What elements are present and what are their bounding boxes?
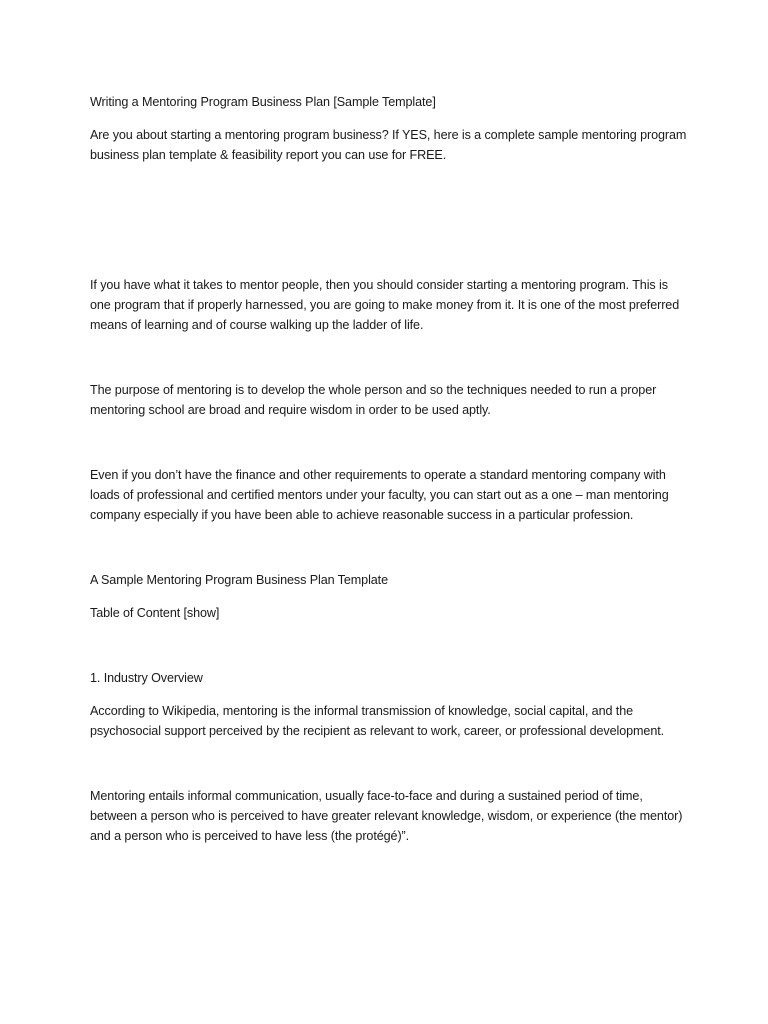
table-of-content-link[interactable]: Table of Content [show] — [90, 606, 220, 620]
section-heading-industry-overview: 1. Industry Overview — [90, 671, 203, 685]
paragraph-informal-communication: Mentoring entails informal communication, usually face-to-face and during a sustained period of time, between a person who is perceived to have greater relevant knowledge, wisdom, or experience (the mentor) and a person who is perceived to have less (the protégé)”. — [90, 789, 683, 843]
document-title: Writing a Mentoring Program Business Plan [Sample Template] — [90, 95, 436, 109]
paragraph-mentor-people: If you have what it takes to mentor people, then you should consider starting a mentoring program. This is one program that if properly harnessed, you are going to make money from it. It is one of the most preferred means of learning and of course walking up the ladder of life. — [90, 278, 680, 332]
paragraph-purpose: The purpose of mentoring is to develop the whole person and so the techniques needed to run a proper mentoring school are broad and require wisdom in order to be used aptly. — [90, 383, 657, 417]
template-heading: A Sample Mentoring Program Business Plan Template — [90, 573, 388, 587]
paragraph-wikipedia-definition: According to Wikipedia, mentoring is the informal transmission of knowledge, social capital, and the psychosocial support perceived by the recipient as relevant to work, career, or professional development. — [90, 704, 665, 738]
paragraph-one-man-company: Even if you don’t have the finance and other requirements to operate a standard mentoring company with loads of professional and certified mentors under your faculty, you can start out as a one – man mentoring company especially if you have been able to achieve reasonable success in a particular profession. — [90, 468, 669, 522]
document-body — [90, 92, 690, 846]
intro-paragraph: Are you about starting a mentoring program business? If YES, here is a complete sample mentoring program business plan template & feasibility report you can use for FREE. — [90, 128, 687, 162]
